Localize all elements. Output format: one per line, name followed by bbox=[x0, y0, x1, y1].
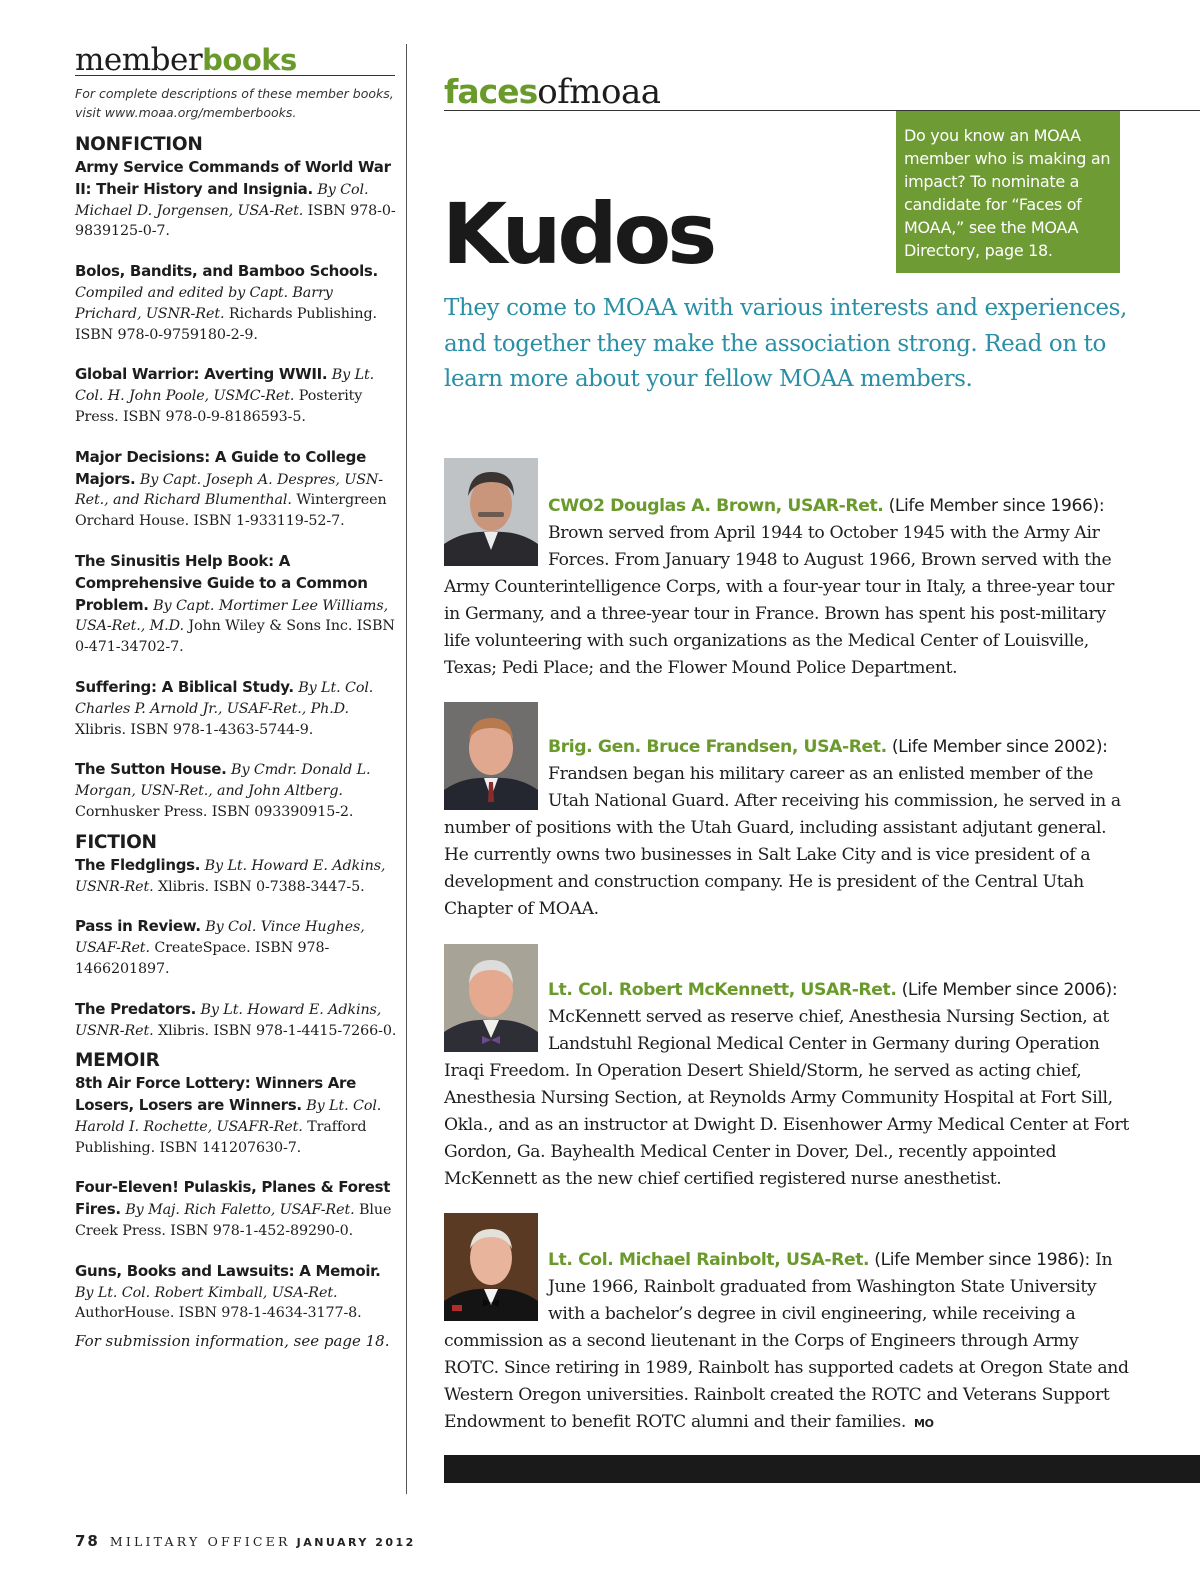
membership-note: (Life Member since 1966): bbox=[888, 496, 1105, 516]
page-number: 78 bbox=[75, 1532, 100, 1550]
book-entry: Guns, Books and Lawsuits: A Memoir. By Lt. Col. Robert Kimball, USA-Ret. AuthorHouse. ISBN 978-1-4634-3177-8. bbox=[75, 1261, 381, 1322]
book-entry: Pass in Review. By Col. Vince Hughes, USAF-Ret. CreateSpace. ISBN 978-1466201897. bbox=[75, 917, 365, 977]
end-mark: MO bbox=[913, 1417, 934, 1430]
profile-michael-rainbolt bbox=[444, 1247, 1134, 1437]
profile-text: Frandsen began his military career as an enlisted member of the Utah National Guard. After receiving his commission, he served in a number of positions with the Utah Guard, including assistant adjutant general. He currently owns two businesses in Salt Lake City and is vice president of a development and construction company. He is president of the Central Utah Chapter of MOAA. bbox=[444, 764, 1121, 919]
portrait-image bbox=[444, 702, 538, 810]
profile-text: McKennett served as reserve chief, Anesthesia Nursing Section, at Landstuhl Regional Medical Center in Germany during Operation Iraqi Freedom. In Operation Desert Shield/Storm, he served as acting chief, Anesthesia Nursing Section, at Reynolds Army Community Hospital at Fort Sill, Okla., and as an instructor at Dwight D. Eisenhower Army Medical Center at Fort Gordon, Ga. Bayhealth Medical Center in Dover, Del., recently appointed McKennett as the new chief certified registered nurse anesthetist. bbox=[444, 1007, 1129, 1189]
member-books-intro: For complete descriptions of these member books, visit www.moaa.org/memberbooks. bbox=[75, 86, 394, 120]
membership-note: (Life Member since 1986): bbox=[874, 1250, 1090, 1270]
book-entry: The Sutton House. By Cmdr. Donald L. Morgan, USN-Ret., and John Altberg. Cornhusker Press. ISBN 093390915-2. bbox=[75, 760, 371, 820]
profile-name: CWO2 Douglas A. Brown, USAR-Ret. bbox=[548, 496, 884, 516]
book-entry: The Predators. By Lt. Howard E. Adkins, USNR-Ret. Xlibris. ISBN 978-1-4415-7266-0. bbox=[75, 999, 397, 1039]
portrait-photo bbox=[444, 1213, 538, 1321]
section-heading-nonfiction: NONFICTION bbox=[75, 134, 203, 155]
faces-of-moaa-header: facesofmoaa bbox=[444, 72, 661, 112]
footer-bar bbox=[444, 1455, 1200, 1483]
book-entry: Four-Eleven! Pulaskis, Planes & Forest Fires. By Maj. Rich Faletto, USAF-Ret. Blue Creek Press. ISBN 978-1-452-89290-0. bbox=[75, 1178, 392, 1240]
portrait-photo bbox=[444, 458, 538, 566]
book-entry: Global Warrior: Averting WWII. By Lt. Col. H. John Poole, USMC-Ret. Posterity Press. ISBN 978-0-9-8186593-5. bbox=[75, 365, 375, 425]
membership-note: (Life Member since 2002): bbox=[891, 737, 1108, 757]
member-books-column bbox=[75, 42, 397, 1350]
book-entry: The Sinusitis Help Book: A Comprehensive Guide to a Common Problem. By Capt. Mortimer Lee Williams, USA-Ret., M.D. John Wiley & Sons Inc. ISBN 0-471-34702-7. bbox=[75, 551, 395, 656]
membership-note: (Life Member since 2006): bbox=[901, 980, 1118, 1000]
portrait-photo bbox=[444, 944, 538, 1052]
deck-text: They come to MOAA with various interests and experiences, and together they make the association strong. Read on to learn more about your fellow MOAA members. bbox=[444, 295, 1127, 392]
page-footer bbox=[75, 1532, 416, 1550]
profile-bruce-frandsen bbox=[444, 734, 1134, 923]
profile-name: Lt. Col. Robert McKennett, USAR-Ret. bbox=[548, 980, 897, 1000]
profile-douglas-brown bbox=[444, 493, 1134, 682]
nominate-callout: Do you know an MOAA member who is making an impact? To nominate a candidate for “Faces of MOAA,” see the MOAA Directory, page 18. bbox=[896, 111, 1120, 273]
book-entry: Bolos, Bandits, and Bamboo Schools. Compiled and edited by Capt. Barry Prichard, USNR-Ret. Richards Publishing. ISBN 978-0-9759180-2-9. bbox=[75, 262, 378, 343]
book-entry: Army Service Commands of World War II: Their History and Insignia. By Col. Michael D. Jorgensen, USA-Ret. ISBN 978-0-9839125-0-7. bbox=[75, 158, 396, 240]
section-heading-memoir: MEMOIR bbox=[75, 1050, 160, 1072]
member-books-title: memberbooks bbox=[75, 42, 297, 78]
column-divider bbox=[406, 44, 407, 1494]
section-heading-fiction: FICTION bbox=[75, 831, 157, 853]
page-title: Kudos bbox=[442, 185, 714, 283]
book-entry: 8th Air Force Lottery: Winners Are Losers, Losers are Winners. By Lt. Col. Harold I. Rochette, USAFR-Ret. Trafford Publishing. ISBN 141207630-7. bbox=[75, 1074, 382, 1156]
profile-name: Lt. Col. Michael Rainbolt, USA-Ret. bbox=[548, 1250, 870, 1270]
issue-date: JANUARY 2012 bbox=[296, 1536, 416, 1549]
portrait-photo bbox=[444, 702, 538, 810]
portrait-image bbox=[444, 1213, 538, 1321]
submission-note: For submission information, see page 18. bbox=[75, 1332, 390, 1351]
profile-text: In June 1966, Rainbolt graduated from Washington State University with a bachelor’s degree in civil engineering, while receiving a commission as a second lieutenant in the Corps of Engineers through Army ROTC. Since retiring in 1989, Rainbolt has supported cadets at Oregon State and Western Oregon universities. Rainbolt created the ROTC and Veterans Support Endowment to benefit ROTC alumni and their families. bbox=[444, 1250, 1129, 1432]
book-entry: Major Decisions: A Guide to College Majors. By Capt. Joseph A. Despres, USN-Ret., and Richard Blumenthal. Wintergreen Orchard House. ISBN 1-933119-52-7. bbox=[75, 447, 387, 530]
portrait-image bbox=[444, 458, 538, 566]
profile-robert-mckennett bbox=[444, 977, 1134, 1193]
book-entry: Suffering: A Biblical Study. By Lt. Col. Charles P. Arnold Jr., USAF-Ret., Ph.D. Xlibris. ISBN 978-1-4363-5744-9. bbox=[75, 677, 374, 738]
portrait-image bbox=[444, 944, 538, 1052]
profile-name: Brig. Gen. Bruce Frandsen, USA-Ret. bbox=[548, 737, 887, 757]
magazine-name: MILITARY OFFICER bbox=[109, 1534, 291, 1549]
book-entry: The Fledglings. By Lt. Howard E. Adkins, USNR-Ret. Xlibris. ISBN 0-7388-3447-5. bbox=[75, 855, 386, 895]
profile-text: Brown served from April 1944 to October 1945 with the Army Air Forces. From January 1948 to August 1966, Brown served with the Army Counterintelligence Corps, with a four-year tour in Italy, a three-year tour in Germany, and a three-year tour in France. Brown has spent his post-military life volunteering with such organizations as the Medical Center of Louisville, Texas; Pedi Place; and the Flower Mound Police Department. bbox=[444, 523, 1114, 678]
